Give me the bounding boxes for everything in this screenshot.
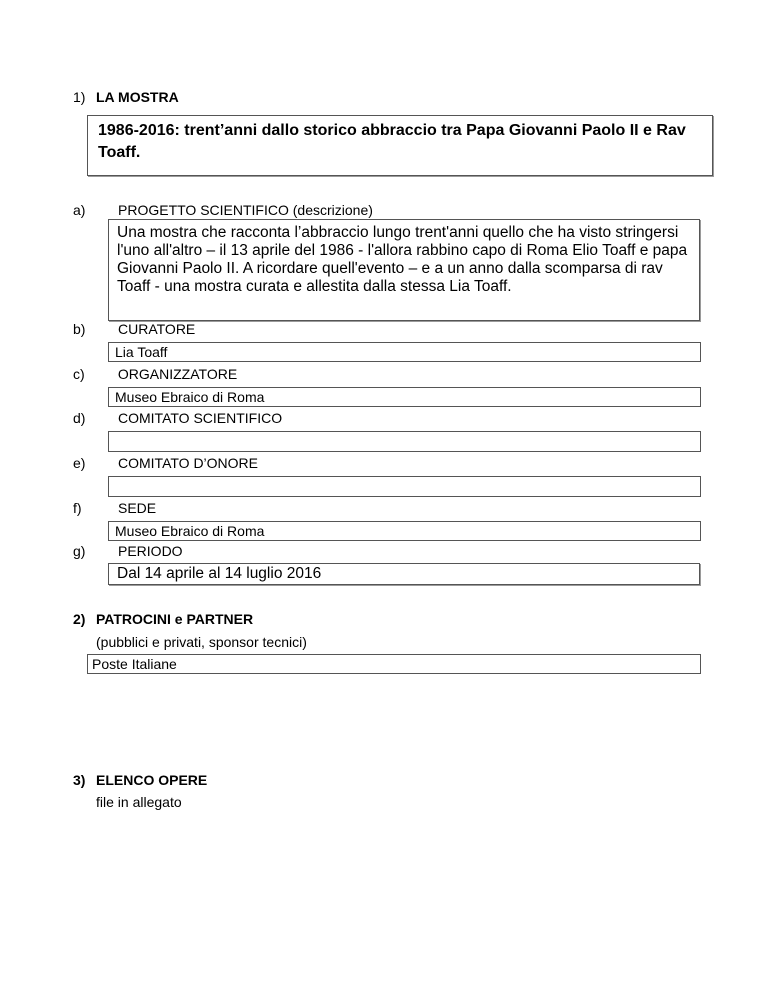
section-1-number: 1)	[73, 89, 86, 105]
organizer-value: Museo Ebraico di Roma	[115, 389, 265, 405]
item-a-label: PROGETTO SCIENTIFICO (descrizione)	[118, 202, 373, 218]
item-e-label: COMITATO D’ONORE	[118, 455, 258, 471]
section-3-title: ELENCO OPERE	[96, 772, 208, 788]
period-box	[108, 563, 700, 585]
section-3-note: file in allegato	[96, 794, 182, 810]
section-2-title: PATROCINI e PARTNER	[96, 611, 254, 627]
section-1-title: LA MOSTRA	[96, 89, 179, 105]
item-f-label: SEDE	[118, 500, 157, 516]
project-description-box	[108, 219, 700, 321]
item-g-letter: g)	[73, 543, 86, 559]
item-b-letter: b)	[73, 321, 86, 337]
item-c-letter: c)	[73, 366, 85, 382]
item-c-label: ORGANIZZATORE	[114, 366, 238, 382]
scientific-committee-box	[108, 431, 701, 452]
section-3-number: 3)	[73, 772, 86, 788]
curator-value: Lia Toaff	[115, 344, 168, 360]
exhibition-title: 1986-2016: trent’anni dallo storico abbraccio tra Papa Giovanni Paolo II e Rav Toaff.	[98, 122, 686, 161]
item-d-label: COMITATO SCIENTIFICO	[118, 410, 283, 426]
item-b-label: CURATORE	[118, 321, 196, 337]
section-2-subtitle: (pubblici e privati, sponsor tecnici)	[96, 634, 307, 650]
partners-value: Poste Italiane	[92, 656, 177, 672]
curator-box	[108, 342, 701, 362]
period-value: Dal 14 aprile al 14 luglio 2016	[117, 565, 322, 582]
project-description: Una mostra che racconta l’abbraccio lungo trent'anni quello che ha visto stringersi l'uno all'altro – il 13 aprile del 1986 - l'allora rabbino capo di Roma Elio Toaff e papa Giovanni Paolo II. A ricordare quell'evento – e a un anno dalla scomparsa di rav Toaff - una mostra curata e allestita dalla stessa Lia Toaff.	[117, 224, 688, 295]
item-a-letter: a)	[73, 202, 86, 218]
honor-committee-box	[108, 476, 701, 497]
item-f-letter: f)	[73, 500, 82, 516]
exhibition-title-box	[87, 115, 713, 176]
item-d-letter: d)	[73, 410, 86, 426]
partners-box	[87, 654, 701, 674]
section-2-number: 2)	[73, 611, 86, 627]
venue-value: Museo Ebraico di Roma	[115, 523, 265, 539]
venue-box	[108, 521, 701, 541]
organizer-box	[108, 387, 701, 407]
item-e-letter: e)	[73, 455, 86, 471]
item-g-label: PERIODO	[118, 543, 183, 559]
